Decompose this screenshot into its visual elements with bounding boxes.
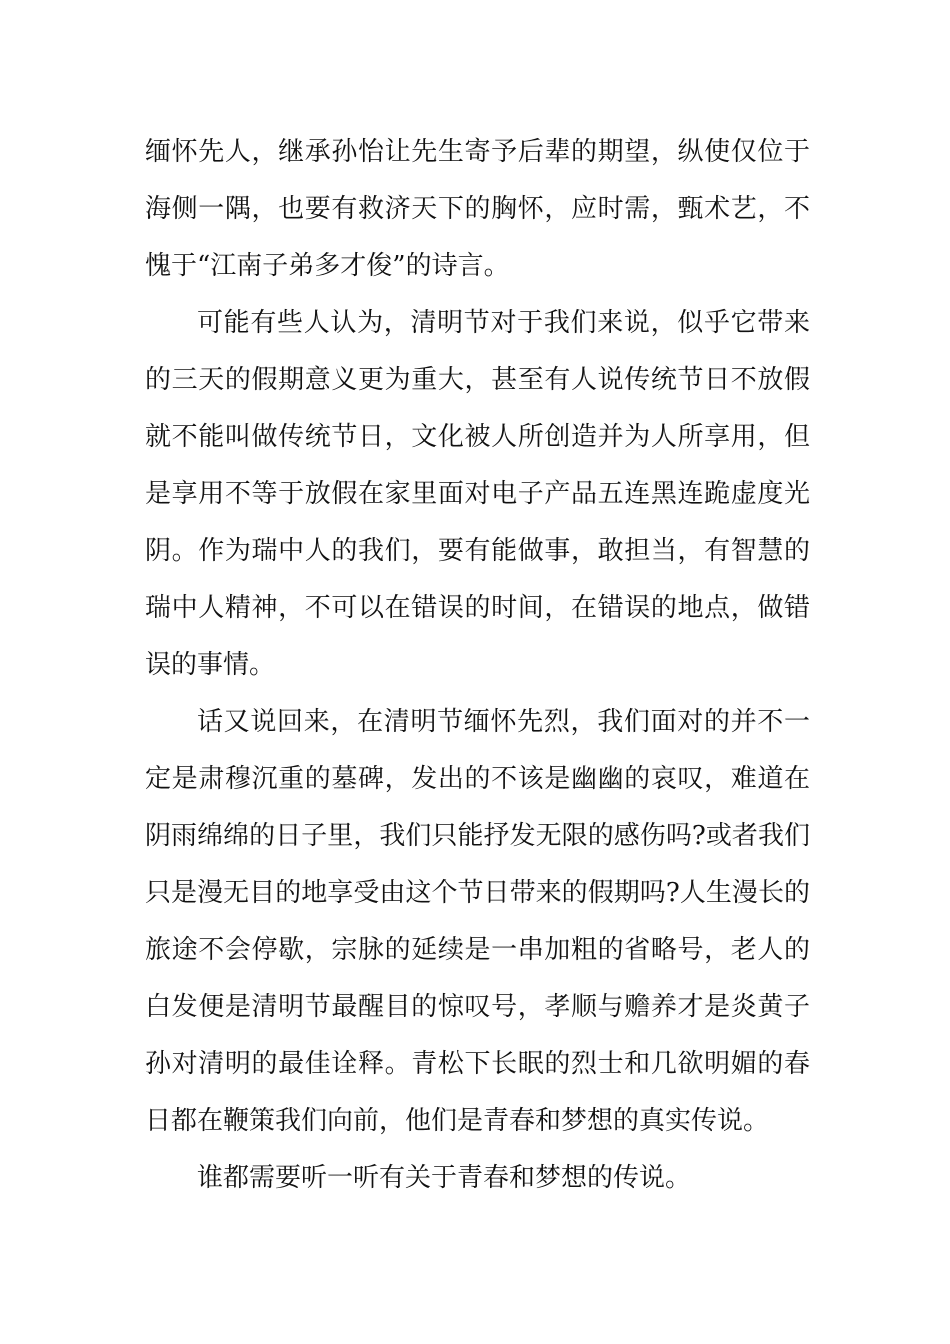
text-line: 海侧一隅，也要有救济天下的胸怀，应时需，甄术艺，不 xyxy=(145,194,810,224)
paragraph-1 xyxy=(145,124,810,295)
text-line: 的三天的假期意义更为重大，甚至有人说传统节日不放假 xyxy=(145,365,810,395)
text-line: 话又说回来，在清明节缅怀先烈，我们面对的并不一 xyxy=(197,707,810,737)
text-line: 旅途不会停歇，宗脉的延续是一串加粗的省略号，老人的 xyxy=(145,935,810,965)
text-line: 阴。作为瑞中人的我们，要有能做事，敢担当，有智慧的 xyxy=(145,536,810,566)
text-line: 缅怀先人，继承孙怡让先生寄予后辈的期望，纵使仅位于 xyxy=(145,137,810,167)
text-line: 阴雨绵绵的日子里，我们只能抒发无限的感伤吗?或者我们 xyxy=(145,821,810,851)
text-line: 白发便是清明节最醒目的惊叹号，孝顺与赡养才是炎黄子 xyxy=(145,992,810,1022)
text-line: 孙对清明的最佳诠释。青松下长眠的烈士和几欲明媚的春 xyxy=(145,1049,810,1079)
text-line: 日都在鞭策我们向前，他们是青春和梦想的真实传说。 xyxy=(145,1106,770,1136)
paragraph-4 xyxy=(145,1150,810,1207)
text-line: 瑞中人精神，不可以在错误的时间，在错误的地点，做错 xyxy=(145,593,810,623)
text-line: 误的事情。 xyxy=(145,650,276,680)
text-line: 是享用不等于放假在家里面对电子产品五连黑连跪虚度光 xyxy=(145,479,810,509)
paragraph-2 xyxy=(145,295,810,694)
text-line: 可能有些人认为，清明节对于我们来说，似乎它带来 xyxy=(197,308,810,338)
text-line: 只是漫无目的地享受由这个节日带来的假期吗?人生漫长的 xyxy=(145,878,810,908)
paragraph-3 xyxy=(145,694,810,1150)
body-text xyxy=(145,124,810,1207)
text-line: 谁都需要听一听有关于青春和梦想的传说。 xyxy=(197,1163,692,1193)
text-line: 就不能叫做传统节日，文化被人所创造并为人所享用，但 xyxy=(145,422,810,452)
text-line: 愧于“江南子弟多才俊”的诗言。 xyxy=(145,251,510,281)
text-line: 定是肃穆沉重的墓碑，发出的不该是幽幽的哀叹，难道在 xyxy=(145,764,810,794)
